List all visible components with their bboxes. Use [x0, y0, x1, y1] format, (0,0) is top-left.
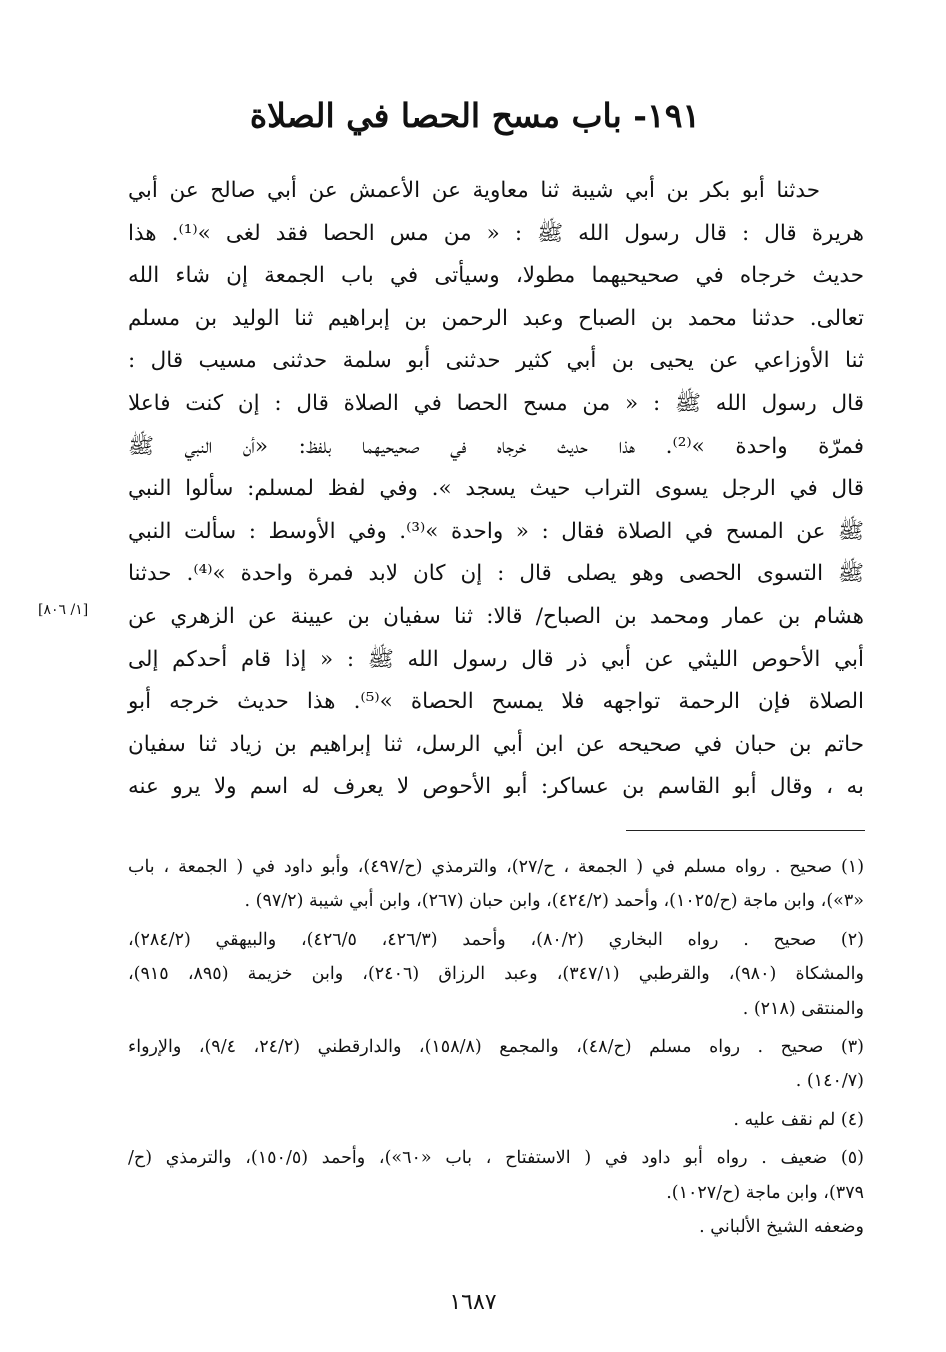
- footnote-line: والمشكاة (٩٨٠)، والقرطبي (٣٤٧/١)، وعبد الرزاق (٢٤٠٦)، وابن خزيمة (٨٩٥، ٩١٥)،: [128, 964, 864, 985]
- text-line: الصلاة فإن الرحمة تواجهه فلا يمسح الحصاة »⁽⁵⁾. هذا حديث خرجه أبو: [128, 689, 864, 715]
- text-line: قال رسول الله ﷺ : « من مسح الحصا في الصلاة قال : إن كنت فاعلا: [128, 390, 864, 416]
- text-line: قال في الرجل يسوى التراب حيث يسجد ». وفي لفظ لمسلم: سألوا النبي: [128, 476, 864, 502]
- text-line: ﷺ عن المسح في الصلاة فقال : « واحدة »⁽³⁾. وفي الأوسط : سألت النبي: [128, 518, 864, 544]
- text-line: هشام بن عمار ومحمد بن الصباح/ قالا: ثنا سفيان بن عيينة عن الزهري عن: [128, 603, 864, 629]
- text-line: حدثنا أبو بكر بن أبي شيبة ثنا معاوية عن الأعمش عن أبي صالح عن أبي: [128, 178, 820, 203]
- footnote-line: «٣»)، وابن ماجة (ح/١٠٢٥)، وأحمد (٤٢٤/٢)، وابن حبان (٢٦٧)، وابن أبي شيبة (٩٧/٢) .: [244, 891, 864, 912]
- footnotes: [128, 850, 864, 1244]
- chapter-title: ١٩١- باب مسح الحصا في الصلاة: [249, 96, 701, 135]
- text-line: حديث خرجاه في صحيحيهما مطولا، وسيأتى في باب الجمعة إن شاء الله: [128, 263, 864, 289]
- text-line: به ، وقال أبو القاسم بن عساكر: أبو الأحوص لا يعرف له اسم ولا يرو عنه: [128, 774, 864, 800]
- text-line: أبي الأحوص الليثي عن أبي ذر قال رسول الله ﷺ : « إذا قام أحدكم إلى: [128, 646, 864, 672]
- footnote-line: ٣٧٩)، وابن ماجة (ح/١٠٢٧).: [666, 1182, 864, 1203]
- margin-page-reference: [١/ ٨٠٦]: [38, 602, 89, 618]
- main-text: [128, 170, 864, 809]
- footnote-separator: [626, 830, 865, 831]
- text-line: تعالى. حدثنا محمد بن الصباح وعبد الرحمن بن إبراهيم ثنا الوليد بن مسلم: [128, 305, 864, 331]
- text-line: فمرّة واحدة »⁽²⁾. هذا حديث خرجاه في صحيحيهما بلفظ: «أن النبي ﷺ: [128, 433, 864, 459]
- footnote-line: (٤) لم نقف عليه .: [733, 1109, 864, 1130]
- text-line: هريرة قال : قال رسول الله ﷺ : « من مس الحصا فقد لغى »⁽¹⁾. هذا: [128, 220, 865, 246]
- footnote-line: وضعفه الشيخ الألباني .: [699, 1216, 864, 1237]
- footnote-line: (٥) ضعيف . رواه أبو داود في ( الاستفتاح ، باب «٦٠»)، وأحمد (١٥٠/٥)، والترمذي (ح/: [128, 1148, 864, 1169]
- footnote-line: (٢) صحيح . رواه البخاري (٨٠/٢)، وأحمد (٤٢٦/٣، ٤٢٦/٥)، والبيهقي (٢٨٤/٢)،: [128, 929, 864, 950]
- text-line: ﷺ التسوى الحصى وهو يصلى قال : إن كان لابد فمرة واحدة »⁽⁴⁾. حدثنا: [128, 561, 864, 587]
- footnote-line: (١٤٠/٧) .: [795, 1071, 864, 1092]
- page-number: ١٦٨٧: [449, 1290, 497, 1315]
- text-line: حاتم بن حبان في صحيحه عن ابن أبي الرسل، ثنا إبراهيم بن زياد ثنا سفيان: [128, 731, 864, 757]
- footnote-line: والمنتقى (٢١٨) .: [742, 998, 864, 1019]
- footnote-line: (٣) صحيح . رواه مسلم (ح/٤٨)، والمجمع (١٥٨/٨)، والدارقطني (٢٤/٢، ٩/٤)، والإرواء: [128, 1036, 864, 1057]
- footnote-line: (١) صحيح . رواه مسلم في ( الجمعة ، ح/٢٧)، والترمذي (ح/٤٩٧)، وأبو داود في ( الجمعة ، باب: [128, 857, 865, 877]
- text-line: ثنا الأوزاعي عن يحيى بن أبي كثير حدثنى أبو سلمة حدثنى مسيب قال :: [128, 348, 864, 374]
